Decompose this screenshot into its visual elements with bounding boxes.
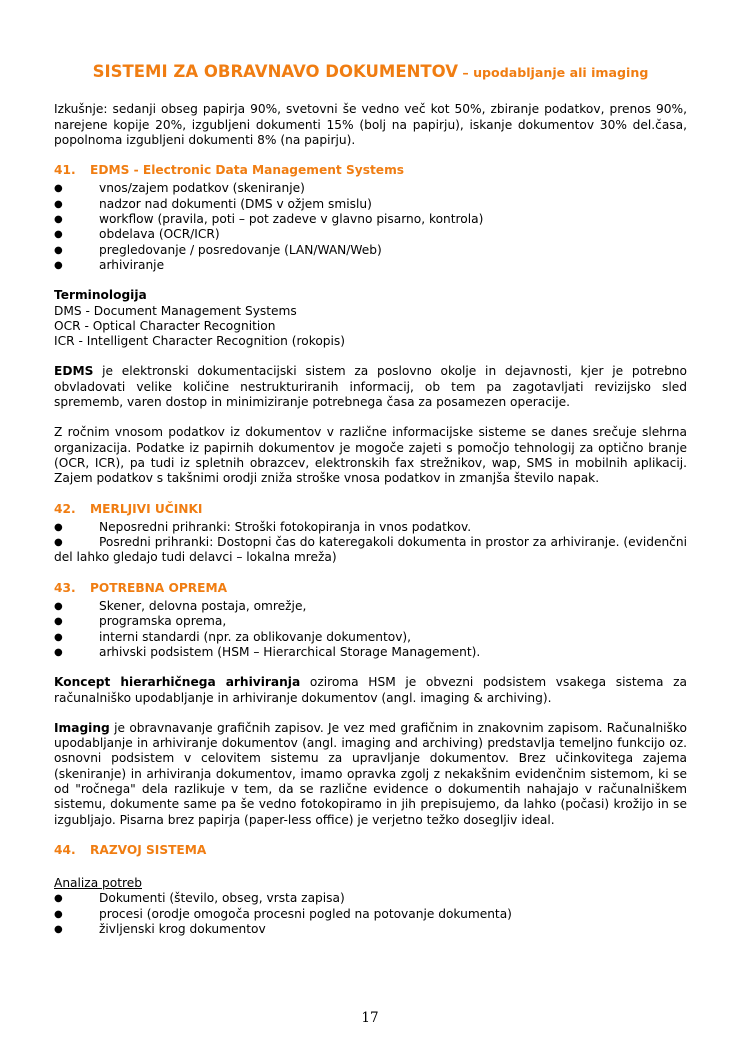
page-number: 17 [361, 1010, 379, 1026]
list-item: ● vnos/zajem podatkov (skeniranje) [54, 181, 687, 196]
list-item: ● nadzor nad dokumenti (DMS v ožjem smislu) [54, 197, 687, 212]
edms-paragraph: EDMS je elektronski dokumentacijski sistem za poslovno okolje in dejavnosti, kjer je potrebno obvladovati velike količine nestrukturiranih informacij, ob tem pa zagotavljati revizijsko sled sprememb, varen dostop in minimiziranje potrebnega časa za posamezen operacije. [54, 364, 687, 410]
list-item: ● workflow (pravila, poti – pot zadeve v glavno pisarno, kontrola) [54, 212, 687, 227]
list-item: ● programska oprema, [54, 614, 687, 629]
title-subtitle: – upodabljanje ali imaging [458, 65, 649, 80]
section-44-list [54, 891, 687, 937]
list-item: ● Neposredni prihranki: Stroški fotokopiranja in vnos podatkov. [54, 520, 687, 535]
needs-analysis-heading: Analiza potreb [54, 876, 142, 891]
section-43-heading: 43. POTREBNA OPREMA [54, 580, 228, 595]
intro-paragraph: Izkušnje: sedanji obseg papirja 90%, svetovni še vedno več kot 50%, zbiranje podatkov, prenos 90%, narejene kopije 20%, izgubljeni dokumenti 15% (bolj na papirju), iskanje dokumentov 30% del.časa, popolnoma izgubljeni dokumenti 8% (na papirju). [54, 102, 687, 147]
section-44-heading: 44. RAZVOJ SISTEMA [54, 842, 207, 857]
list-item: ● pregledovanje / posredovanje (LAN/WAN/Web) [54, 243, 687, 258]
section-41-heading: 41. EDMS - Electronic Data Management Systems [54, 163, 405, 178]
list-item: ● Dokumenti (število, obseg, vrsta zapisa) [54, 891, 687, 906]
list-item: ● arhivski podsistem (HSM – Hierarchical Storage Management). [54, 645, 687, 660]
list-item: ● interni standardi (npr. za oblikovanje dokumentov), [54, 630, 687, 645]
term-line: ICR - Intelligent Character Recognition (rokopis) [54, 334, 346, 349]
term-line: DMS - Document Management Systems [54, 303, 297, 318]
page-title [54, 64, 687, 80]
section-41-list [54, 181, 687, 273]
section-43-list [54, 599, 687, 660]
hsm-paragraph: Koncept hierarhičnega arhiviranja oziroma HSM je obvezni podsistem vsakega sistema za računalniško upodabljanje in arhiviranje dokumentov (angl. imaging & archiving). [54, 675, 687, 705]
imaging-paragraph: Imaging je obravnavanje grafičnih zapisov. Je vez med grafičnim in znakovnim zapisom. Računalniško upodabljanje in arhiviranje dokumentov (angl. imaging and archiving) predstavlja temeljno funkcijo oz. osnovni podsistem v celovitem sistemu za upravljanje dokumentov. Brez učinkovitega zajema (skeniranje) in arhiviranja dokumentov, imamo opravka zgolj z nekakšnim evidenčnim sistemom, ki se od "ročnega" dela razlikuje v tem, da se različne evidence o dokumentih nahajajo v računalniškem sistemu, dokumente same pa še vedno fotokopiramo in jih prepisujemo, da lahko (počasi) krožijo in se izgubljajo. Pisarna brez papirja (paper-less office) je verjetno težko dosegljiv ideal. [54, 720, 687, 827]
list-item: ● Posredni prihranki: Dostopni čas do kateregakoli dokumenta in prostor za arhiviranje. (evidenčni del lahko gledajo tudi delavci – lokalna mreža) [54, 535, 687, 566]
data-capture-paragraph: Z ročnim vnosom podatkov iz dokumentov v različne informacijske sisteme se danes srečuje slehrna organizacija. Podatke iz papirnih dokumentov je mogoče zajeti s pomočjo tehnologij za optično branje (OCR, ICR), pa tudi iz spletnih obrazcev, elektronskih fax strežnikov, wap, SMS in mobilnih aplikacij. Zajem podatkov s takšnimi orodji zniža stroške vnosa podatkov in zmanjša število napak. [54, 425, 687, 486]
title-main: SISTEMI ZA OBRAVNAVO DOKUMENTOV [92, 62, 459, 81]
document-page [54, 64, 687, 937]
section-42-heading: 42. MERLJIVI UČINKI [54, 501, 203, 516]
list-item: ● procesi (orodje omogoča procesni pogled na potovanje dokumenta) [54, 907, 687, 922]
list-item: ● arhiviranje [54, 258, 687, 273]
list-item: ● življenski krog dokumentov [54, 922, 687, 937]
terminology-heading: Terminologija [54, 288, 147, 303]
list-item: ● Skener, delovna postaja, omrežje, [54, 599, 687, 614]
section-42-list [54, 520, 687, 566]
list-item: ● obdelava (OCR/ICR) [54, 227, 687, 242]
term-line: OCR - Optical Character Recognition [54, 318, 276, 333]
